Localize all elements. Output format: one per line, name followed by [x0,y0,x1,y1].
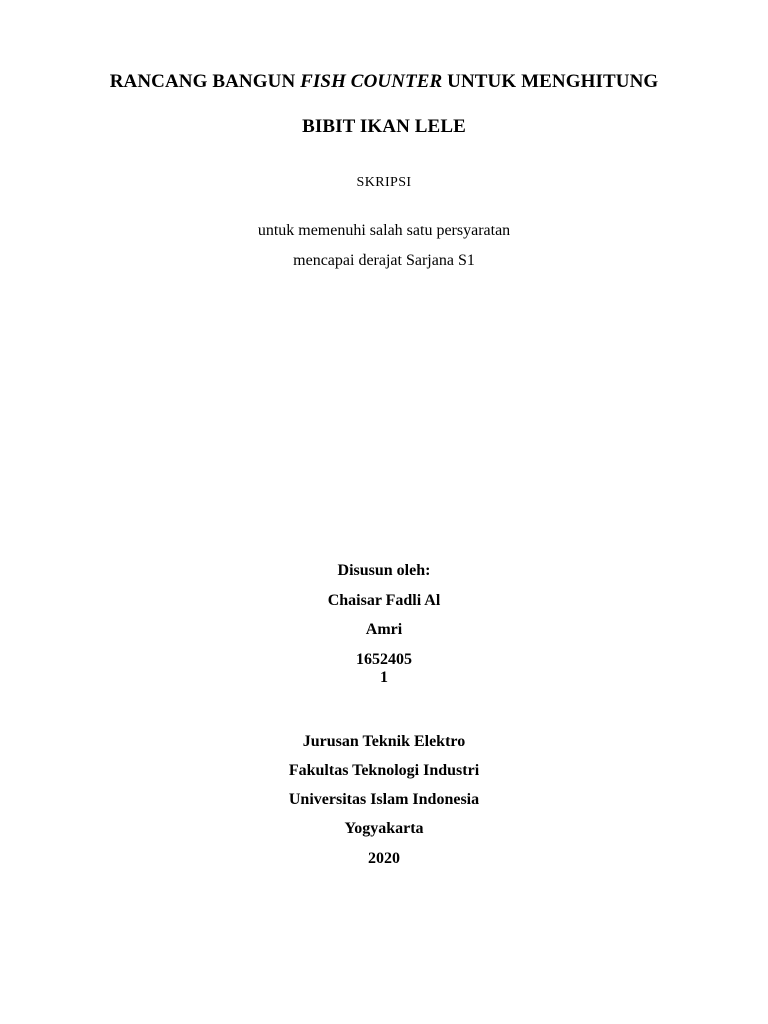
title-text-part-2: UNTUK MENGHITUNG [442,71,659,92]
student-id-line-1: 1652405 [356,651,412,668]
author-name-line-2: Amri [365,621,403,638]
title-italic-term: FISH COUNTER [300,71,443,92]
author-label: Disusun oleh: [337,562,431,579]
title-text-part-1: RANCANG BANGUN [109,71,301,92]
university: Universitas Islam Indonesia [288,791,480,808]
document-type: SKRIPSI [356,175,412,190]
purpose-line-1: untuk memenuhi salah satu persyaratan [257,222,511,239]
purpose-line-2: mencapai derajat Sarjana S1 [293,252,475,269]
year: 2020 [368,850,400,867]
title-line-1 [0,72,768,91]
department: Jurusan Teknik Elektro [302,733,466,750]
title-line-2: BIBIT IKAN LELE [302,116,466,137]
author-name-line-1: Chaisar Fadli Al [327,592,441,609]
city: Yogyakarta [344,820,424,837]
student-id-line-2: 1 [380,669,388,686]
faculty: Fakultas Teknologi Industri [288,762,480,779]
